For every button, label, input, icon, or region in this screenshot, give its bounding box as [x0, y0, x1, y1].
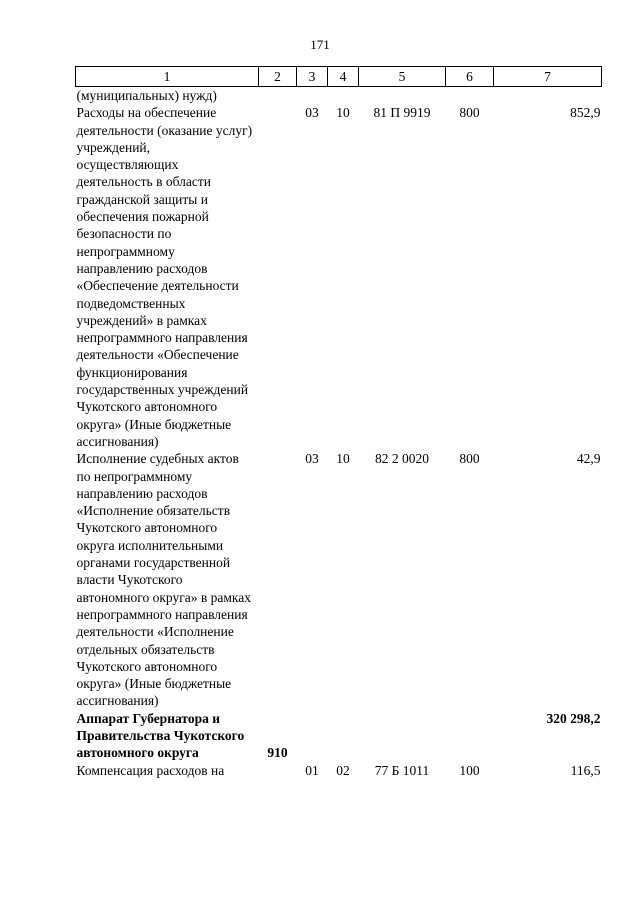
- table-row: [76, 104, 602, 450]
- column-header-4: 4: [328, 67, 359, 87]
- row-subsection: [328, 87, 359, 105]
- column-header-1: 1: [76, 67, 259, 87]
- row-amount: 116,5: [570, 762, 601, 778]
- row-subsection: 10: [336, 105, 350, 121]
- row-expense-type: 800: [459, 451, 480, 467]
- row-target-code: 81 П 9919: [373, 105, 431, 121]
- row-name: Компенсация расходов на: [76, 762, 225, 778]
- budget-table: [75, 66, 602, 779]
- column-header-7: 7: [494, 67, 602, 87]
- row-target-code: 77 Б 1011: [374, 762, 430, 778]
- row-amount: 42,9: [576, 451, 601, 467]
- row-amount: 320 298,2: [546, 710, 601, 726]
- row-grbs: [259, 87, 297, 105]
- page-number: 171: [310, 37, 330, 52]
- table-row: [76, 450, 602, 709]
- row-name: Аппарат Губернатора и Правительства Чукотского автономного округа: [76, 710, 245, 761]
- row-name: Исполнение судебных актов по непрограммному направлению расходов «Исполнение обязательств Чукотского автономного округа исполнительными органами государственной власти Чукотского автономного округа» в рамках непрограммного направления деятельности «Исполнение отдельных обязательств Чукотского автономного округа» (Иные бюджетные ассигнования): [76, 451, 251, 709]
- column-header-2: 2: [259, 67, 297, 87]
- row-grbs: [259, 762, 297, 779]
- row-expense-type: [446, 710, 494, 762]
- row-target-code: [359, 87, 446, 105]
- row-subsection: 02: [336, 762, 350, 778]
- column-header-5: 5: [359, 67, 446, 87]
- row-amount: 852,9: [570, 105, 601, 121]
- row-section: [297, 710, 328, 762]
- row-name: Расходы на обеспечение деятельности (оказание услуг) учреждений, осуществляющих деятельность в области гражданской защиты и обеспечения пожарной безопасности по непрограммному направлению расходов «Обеспечение деятельности подведомственных учреждений» в рамках непрограммного направления деятельности «Обеспечение функционирования государственных учреждений Чукотского автономного округа» (Иные бюджетные ассигнования): [76, 105, 253, 449]
- row-name: (муниципальных) нужд): [76, 88, 217, 103]
- table-row: [76, 762, 602, 779]
- table-row: [76, 710, 602, 762]
- row-section: 01: [305, 762, 319, 778]
- row-target-code: [359, 710, 446, 762]
- row-expense-type: [446, 87, 494, 105]
- column-header-3: 3: [297, 67, 328, 87]
- row-section: 03: [305, 451, 319, 467]
- row-subsection: 10: [336, 451, 350, 467]
- row-expense-type: 800: [459, 105, 480, 121]
- row-grbs: 910: [267, 745, 288, 761]
- table-row: [76, 87, 602, 105]
- column-header-6: 6: [446, 67, 494, 87]
- row-section: [297, 87, 328, 105]
- row-target-code: 82 2 0020: [375, 451, 429, 467]
- row-subsection: [328, 710, 359, 762]
- row-expense-type: 100: [459, 762, 480, 778]
- table-header-row: [76, 67, 602, 87]
- row-section: 03: [305, 105, 319, 121]
- row-grbs: [259, 104, 297, 450]
- row-amount: [494, 87, 602, 105]
- row-grbs: [259, 450, 297, 709]
